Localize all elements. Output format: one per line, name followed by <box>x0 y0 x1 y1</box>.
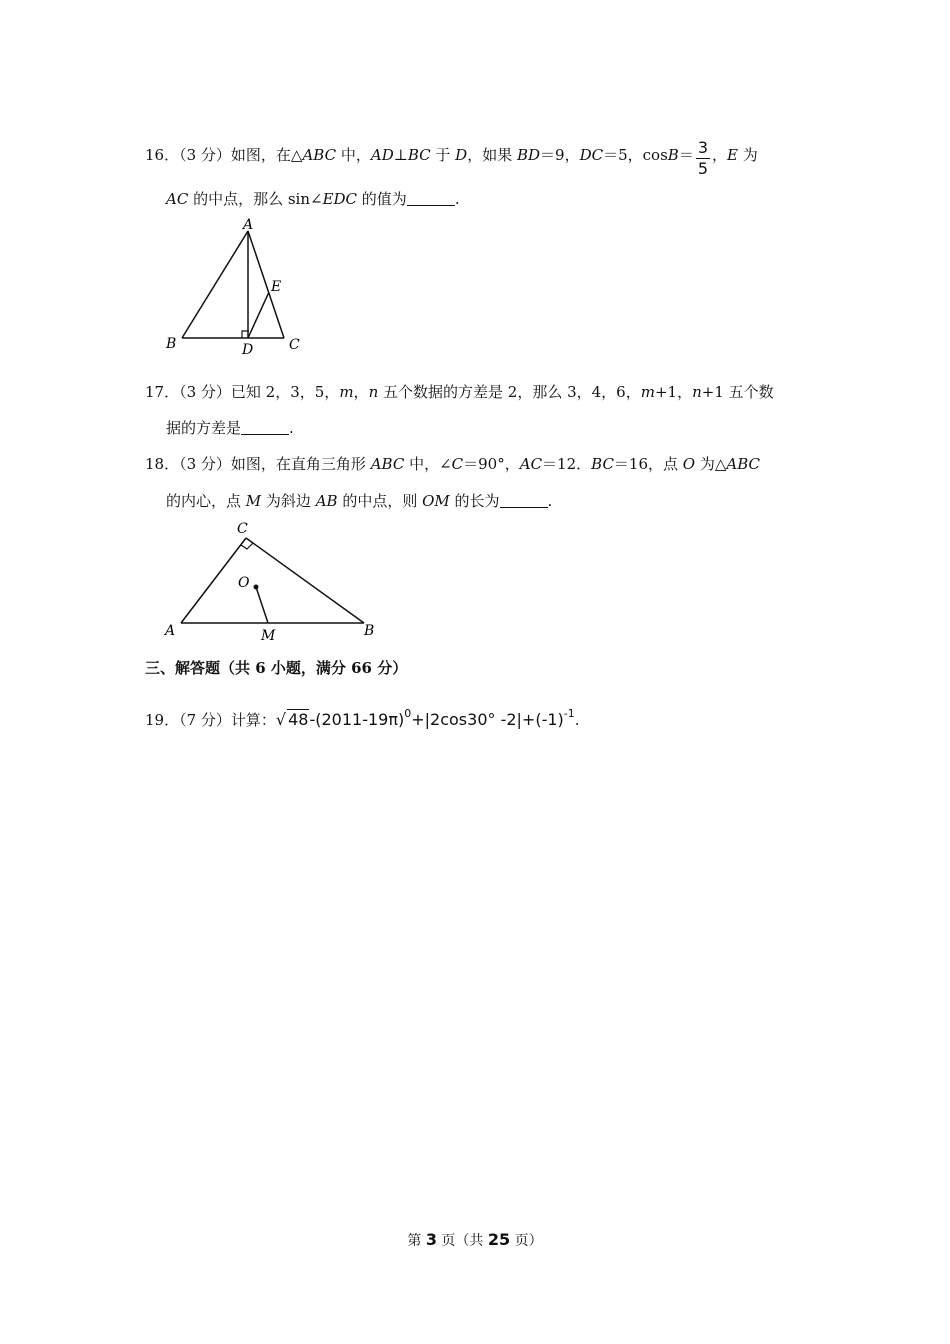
q17-line-1: 17．（3 分）已知 2，3，5，m，n 五个数据的方差是 2，那么 3，4，6，m+1，n+1 五个数 <box>145 383 774 401</box>
answer-blank <box>500 493 548 508</box>
label-d: D <box>242 342 254 358</box>
segment-om <box>256 587 268 623</box>
label-m: M <box>261 628 276 644</box>
label-o: O <box>238 575 250 591</box>
incenter-dot <box>254 585 259 590</box>
q18-line-1: 18．（3 分）如图，在直角三角形 ABC 中，∠C＝90°，AC＝12．BC＝16，点 O 为△ABC <box>145 455 761 473</box>
fraction-three-fifths: $\frac{3}{5}$ <box>697 138 709 178</box>
right-angle-mark <box>241 543 253 549</box>
label-a: A <box>243 217 254 233</box>
page-number: 3 <box>425 1230 437 1249</box>
segment-de <box>248 292 269 338</box>
sqrt-expression: √ 48 <box>275 710 309 729</box>
q16-line-2: AC 的中点，那么 sin∠EDC 的值为 . <box>166 190 460 208</box>
label-e: E <box>271 279 282 295</box>
q19-line-1: 19．（7 分）计算：√ $48-(2011-19\pi)^0+|2\cos 30^\circ$ $-2|+(-1)^{-1}$. <box>145 707 580 729</box>
label-b: B <box>166 336 177 352</box>
q18-line-2: 的内心，点 M 为斜边 AB 的中点，则 OM 的长为 . <box>166 492 553 510</box>
page-total: 25 <box>487 1230 511 1249</box>
label-c: C <box>289 337 300 353</box>
answer-blank <box>241 420 289 435</box>
q18-right-triangle-figure <box>160 515 385 647</box>
q17-line-2: 据的方差是 . <box>166 419 294 437</box>
label-b: B <box>364 623 375 639</box>
section-heading: 三、解答题（共 6 小题，满分 66 分） <box>145 659 408 677</box>
label-a: A <box>165 623 176 639</box>
q16-triangle-figure <box>160 215 310 360</box>
side-ab <box>182 231 248 338</box>
label-c: C <box>237 521 248 537</box>
answer-blank <box>407 191 455 206</box>
page-footer: 第 3 页（共 25 页） <box>407 1230 543 1249</box>
q16-line-1: 16．（3 分）如图，在△ABC 中，AD⊥BC 于 D，如果 BD＝9，DC＝5，cosB＝ $\frac{3}{5}$ ，E 为 <box>145 138 758 178</box>
side-ac <box>181 538 246 623</box>
